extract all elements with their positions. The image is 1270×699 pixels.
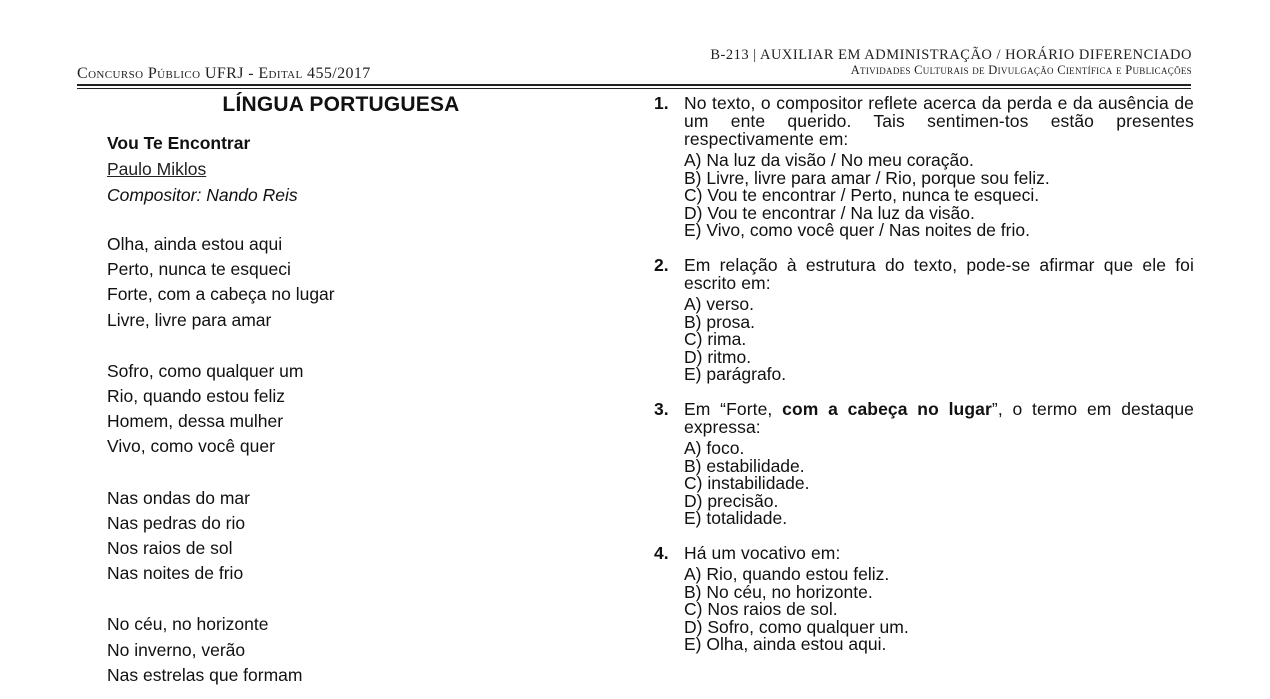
header-position-line: B-213 | AUXILIAR EM ADMINISTRAÇÃO / HORÁRIO DIFERENCIADO [710, 47, 1192, 63]
verse-line: Olha, ainda estou aqui [107, 234, 283, 254]
answer-option-e: E) Vivo, como você quer / Nas noites de frio. [684, 220, 1030, 241]
answer-option-b: B) No céu, no horizonte. [684, 581, 873, 602]
header-rule-thick [77, 84, 1191, 86]
verse-line: Sofro, como qualquer um [107, 360, 304, 381]
verse-line: Nos raios de sol [107, 538, 233, 559]
answer-option-d: D) ritmo. [684, 346, 752, 367]
question-stem: Em relação à estrutura do texto, pode-se afirmar que ele foi escrito em: [684, 254, 1194, 293]
verse-line: Nas noites de frio [107, 563, 244, 584]
verse-line: Rio, quando estou feliz [107, 386, 286, 407]
composer-credit: Compositor: Nando Reis [107, 185, 298, 205]
answer-option-b: B) estabilidade. [684, 455, 805, 476]
answer-option-d: D) precisão. [684, 490, 779, 511]
verse-line: Nas ondas do mar [107, 487, 250, 508]
answer-option-c: C) rima. [684, 329, 747, 350]
answer-option-e: E) Olha, ainda estou aqui. [684, 634, 887, 655]
answer-options [684, 152, 1194, 240]
answer-option-b: B) prosa. [684, 311, 755, 332]
stanza-4 [107, 612, 587, 688]
answer-option-a: A) foco. [684, 437, 745, 458]
stem-text-before: Em “Forte, [684, 398, 783, 419]
verse-line: Nas estrelas que formam [107, 664, 303, 685]
answer-options [684, 293, 1194, 385]
question-stem: Há um vocativo em: [684, 542, 841, 563]
answer-options [684, 437, 1194, 529]
verse-line: Perto, nunca te esqueci [107, 259, 291, 280]
answer-option-e: E) parágrafo. [684, 364, 787, 385]
verse-line: Vivo, como você quer [107, 436, 275, 457]
questions-column [654, 94, 1194, 670]
question-stem [684, 400, 1194, 436]
question-2 [654, 256, 1194, 384]
artist-link[interactable]: Paulo Miklos [107, 159, 207, 179]
verse-line: No inverno, verão [107, 639, 246, 660]
answer-option-a: A) verso. [684, 293, 755, 314]
verse-line: Nas pedras do rio [107, 512, 246, 533]
question-3 [654, 400, 1194, 528]
stanza-3 [107, 486, 587, 587]
answer-option-c: C) Nos raios de sol. [684, 599, 838, 620]
verse-line: Livre, livre para amar [107, 309, 272, 330]
stanza-1 [107, 232, 587, 333]
question-number: 2. [654, 254, 669, 275]
answer-option-c: C) instabilidade. [684, 473, 810, 494]
song-column [107, 92, 587, 688]
question-number: 4. [654, 542, 669, 563]
song-title: Vou Te Encontrar [107, 133, 251, 153]
stem-text-after: ”, o termo em destaque expressa: [684, 398, 1195, 437]
answer-option-e: E) totalidade. [684, 508, 788, 529]
section-title: LÍNGUA PORTUGUESA [222, 93, 460, 116]
header-position-info [710, 47, 1192, 78]
verse-line: Forte, com a cabeça no lugar [107, 284, 335, 305]
question-stem: No texto, o compositor reflete acerca da perda e da ausência de um ente querido. Tais sentimen-tos estão presentes respectivamente em: [684, 93, 1194, 149]
answer-options [684, 563, 1194, 655]
header-contest-title: Concurso Público UFRJ - Edital 455/2017 [77, 65, 371, 82]
stanza-2 [107, 359, 587, 460]
header-area-line: Atividades Culturais de Divulgação Científica e Publicações [850, 63, 1192, 77]
answer-option-c: C) Vou te encontrar / Perto, nunca te esqueci. [684, 185, 1040, 206]
answer-option-a: A) Na luz da visão / No meu coração. [684, 150, 974, 170]
verse-line: No céu, no horizonte [107, 614, 269, 635]
verse-line: Homem, dessa mulher [107, 411, 284, 432]
answer-option-a: A) Rio, quando estou feliz. [684, 563, 890, 584]
answer-option-d: D) Sofro, como qualquer um. [684, 616, 909, 637]
question-number: 3. [654, 398, 669, 419]
question-number: 1. [654, 93, 669, 113]
header-rule-thin [77, 88, 1191, 89]
question-4 [654, 544, 1194, 654]
answer-option-d: D) Vou te encontrar / Na luz da visão. [684, 202, 975, 223]
question-1 [654, 94, 1194, 240]
answer-option-b: B) Livre, livre para amar / Rio, porque sou feliz. [684, 167, 1050, 188]
stem-highlighted-term: com a cabeça no lugar [782, 398, 992, 419]
